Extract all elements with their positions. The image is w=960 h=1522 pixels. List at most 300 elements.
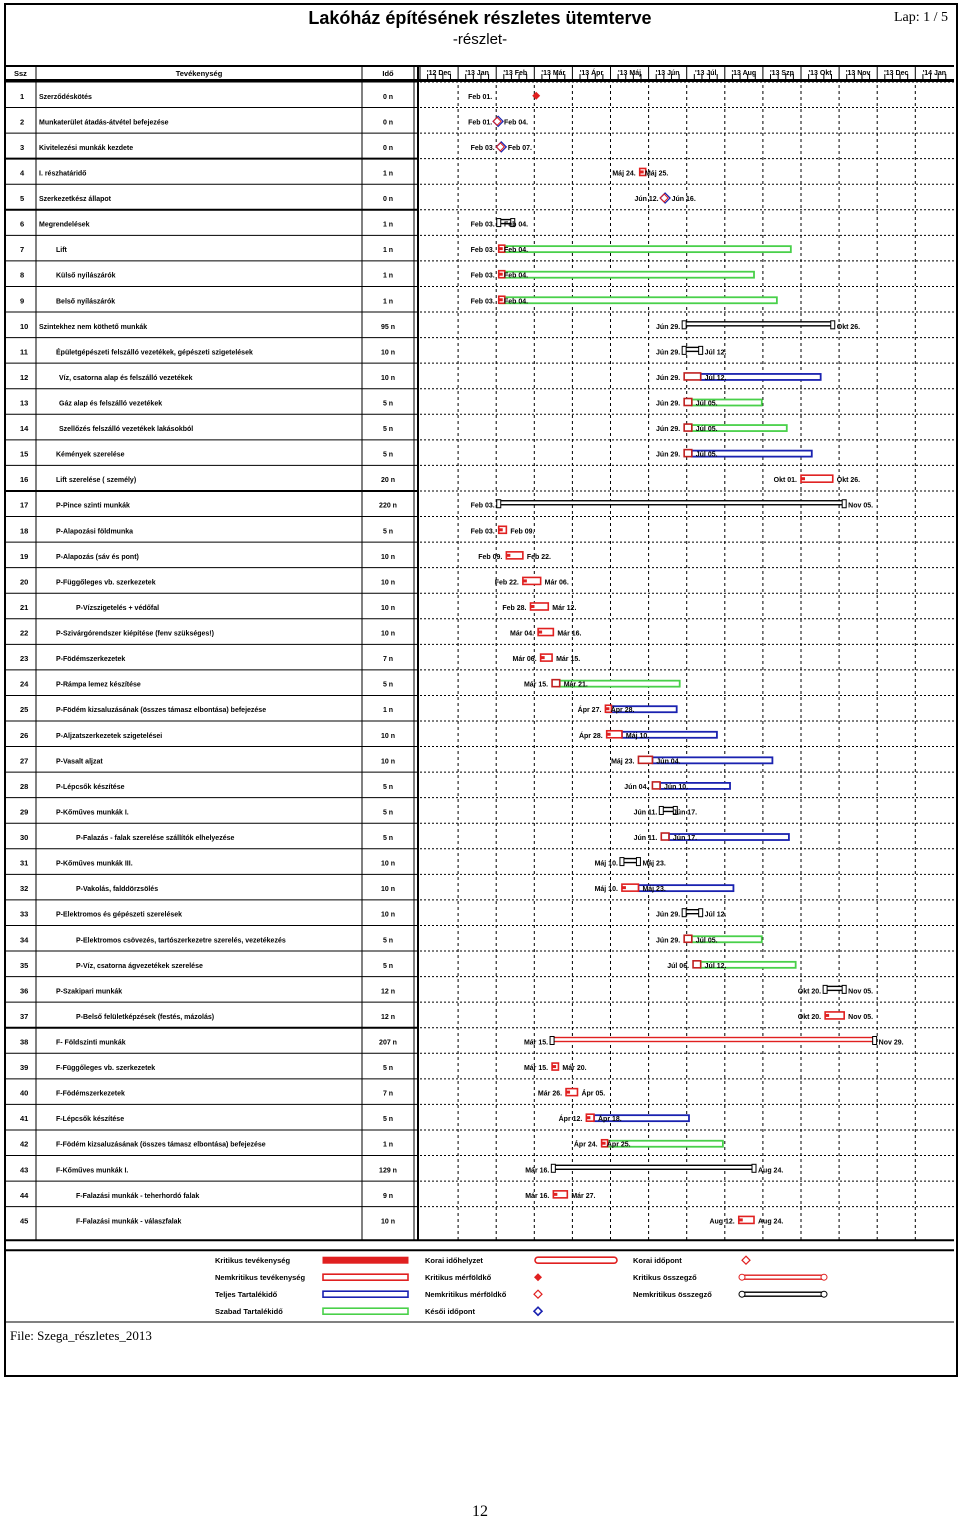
legend-swatch-cap bbox=[821, 1291, 827, 1297]
start-label: Ápr 24. bbox=[573, 1141, 598, 1149]
task-id: 27 bbox=[20, 756, 29, 766]
task-duration: 10 n bbox=[380, 630, 396, 638]
start-label: Jún 12. bbox=[634, 196, 659, 204]
task-duration: 5 n bbox=[382, 426, 394, 434]
task-id: 15 bbox=[20, 449, 29, 459]
legend-swatch-cap bbox=[821, 1274, 827, 1280]
task-id: 10 bbox=[20, 321, 29, 331]
task-bar-fill bbox=[739, 1218, 743, 1221]
summary-cap-start bbox=[682, 909, 686, 917]
legend-label: Szabad Tartalékidő bbox=[215, 1307, 283, 1317]
start-label: Feb 03. bbox=[470, 221, 495, 229]
task-id: 28 bbox=[20, 781, 29, 791]
task-duration: 207 n bbox=[379, 1039, 397, 1047]
start-label: Jún 29. bbox=[656, 451, 681, 459]
end-label: Már 06. bbox=[544, 579, 569, 587]
task-duration: 5 n bbox=[382, 1116, 394, 1124]
task-duration: 129 n bbox=[379, 1167, 397, 1175]
start-label: Júl 06. bbox=[667, 962, 690, 970]
legend-swatch-cap bbox=[739, 1274, 745, 1280]
month-label: '13 Feb bbox=[503, 70, 528, 77]
legend-swatch bbox=[534, 1307, 542, 1315]
task-name: P-Elektromos csövezés, tartószerkezetre szerelés, vezetékezés bbox=[76, 937, 286, 945]
legend-label: Kritikus mérföldkő bbox=[425, 1273, 492, 1283]
end-label: Már 16. bbox=[557, 630, 582, 638]
task-name: P-Víz, csatorna ágvezetékek szerelése bbox=[76, 962, 203, 970]
start-label: Jún 29. bbox=[656, 323, 681, 331]
end-label: Máj 10. bbox=[625, 732, 650, 740]
end-label: Júl 05. bbox=[695, 426, 718, 434]
summary-cap-end bbox=[842, 985, 846, 993]
start-label: Jún 11. bbox=[633, 835, 658, 843]
end-label: Júl 12. bbox=[704, 374, 727, 382]
start-label: Ápr 12. bbox=[558, 1116, 583, 1124]
end-label: Máj 25. bbox=[644, 170, 669, 178]
task-id: 29 bbox=[20, 807, 29, 817]
start-label: Máj 10. bbox=[594, 860, 618, 868]
end-label: Ápr 18. bbox=[597, 1116, 622, 1124]
start-label: Máj 23. bbox=[611, 758, 635, 766]
task-bar-fill bbox=[607, 733, 611, 736]
task-duration: 5 n bbox=[382, 835, 394, 843]
task-id: 3 bbox=[20, 142, 25, 152]
task-id: 45 bbox=[20, 1216, 29, 1226]
task-bar-fill bbox=[825, 1014, 829, 1017]
summary-bar bbox=[553, 1165, 754, 1169]
end-label: Máj 23. bbox=[642, 886, 666, 894]
end-label: Jún 16. bbox=[671, 196, 696, 204]
task-bar-fill bbox=[553, 1193, 557, 1196]
end-label: Júl 05. bbox=[695, 400, 718, 408]
legend-label: Nemkritikus tevékenység bbox=[215, 1273, 306, 1283]
task-name: P-Vakolás, falddörzsölés bbox=[76, 886, 159, 894]
task-name: P-Szakipari munkák bbox=[56, 988, 123, 996]
task-id: 1 bbox=[20, 91, 25, 101]
task-name: Kivitelezési munkák kezdete bbox=[39, 144, 134, 152]
task-duration: 10 n bbox=[380, 553, 396, 561]
task-duration: 9 n bbox=[382, 1192, 394, 1200]
legend-label: Késői időpont bbox=[425, 1307, 475, 1317]
end-label: Jún 17. bbox=[672, 835, 698, 843]
start-label: Jún 29. bbox=[656, 374, 681, 382]
task-id: 11 bbox=[20, 347, 28, 357]
task-bar-fill bbox=[530, 605, 534, 608]
end-label: Ápr 25. bbox=[606, 1141, 631, 1149]
end-label: Júl 05. bbox=[695, 451, 718, 459]
task-bar bbox=[684, 935, 692, 942]
summary-cap-start bbox=[620, 858, 624, 866]
end-label: Máj 23. bbox=[642, 860, 666, 868]
end-label: Júl 12. bbox=[704, 911, 727, 919]
start-label: Feb 03. bbox=[470, 298, 495, 306]
start-label: Már 16. bbox=[525, 1192, 550, 1200]
legend-swatch bbox=[323, 1274, 408, 1280]
task-name: F-Falazási munkák - teherhordó falak bbox=[76, 1192, 200, 1200]
month-label: '13 Júl bbox=[694, 70, 717, 77]
end-label: Már 27. bbox=[571, 1192, 596, 1200]
task-duration: 95 n bbox=[380, 323, 396, 331]
task-duration: 1 n bbox=[382, 298, 394, 306]
task-duration: 10 n bbox=[380, 860, 396, 868]
start-label: Feb 09. bbox=[478, 553, 503, 561]
start-label: Ápr 27. bbox=[577, 707, 602, 715]
task-bar bbox=[801, 475, 833, 482]
task-bar-fill bbox=[640, 170, 644, 173]
task-name: P-Függőleges vb. szerkezetek bbox=[56, 579, 156, 587]
end-label: Ápr 28. bbox=[610, 707, 635, 715]
summary-cap-end bbox=[831, 321, 835, 329]
start-label: Már 15. bbox=[523, 1039, 549, 1047]
task-bar-fill bbox=[801, 477, 805, 480]
month-label: '13 Szp bbox=[770, 70, 794, 77]
start-label: Jún 29. bbox=[656, 400, 681, 408]
end-label: Okt 26. bbox=[836, 323, 861, 331]
task-bar bbox=[661, 833, 669, 840]
task-name: P-Vasalt aljzat bbox=[56, 758, 103, 766]
start-label: Feb 03. bbox=[470, 502, 495, 510]
start-label: Okt 20. bbox=[797, 1013, 822, 1021]
task-duration: 10 n bbox=[380, 1218, 396, 1226]
legend-swatch bbox=[742, 1256, 750, 1264]
end-label: Nov 05. bbox=[848, 1013, 874, 1021]
page-number: 12 bbox=[472, 1503, 488, 1520]
end-label: Aug 24. bbox=[758, 1218, 784, 1226]
summary-bar bbox=[552, 1038, 875, 1042]
summary-bar bbox=[499, 501, 844, 505]
task-id: 36 bbox=[20, 986, 29, 996]
start-label: Okt 01. bbox=[773, 477, 797, 485]
sheet-number: Lap: 1 / 5 bbox=[893, 10, 948, 25]
end-label: Feb 04. bbox=[504, 247, 529, 255]
task-name: F-Födém kizsaluzásának (összes támasz elbontása) befejezése bbox=[56, 1141, 266, 1149]
task-name: Lift szerelése ( személy) bbox=[56, 477, 137, 485]
end-label: Nov 29. bbox=[878, 1039, 904, 1047]
end-label: Már 20. bbox=[562, 1065, 587, 1073]
task-bar bbox=[684, 450, 692, 457]
task-id: 23 bbox=[20, 654, 29, 664]
task-duration: 0 n bbox=[382, 119, 394, 127]
start-label: Ápr 28. bbox=[578, 732, 603, 740]
summary-cap-start bbox=[823, 985, 827, 993]
task-duration: 5 n bbox=[382, 528, 394, 536]
start-label: Jún 29. bbox=[656, 426, 681, 434]
end-label: Feb 09. bbox=[510, 528, 535, 536]
end-label: Júl 12. bbox=[704, 349, 727, 357]
legend-swatch bbox=[323, 1308, 408, 1314]
end-label: Aug 24. bbox=[758, 1167, 784, 1175]
legend-label: Kritikus tevékenység bbox=[215, 1256, 291, 1266]
task-id: 5 bbox=[20, 194, 25, 204]
task-duration: 20 n bbox=[380, 477, 396, 485]
task-duration: 1 n bbox=[382, 221, 394, 229]
task-name: P-Aljzatszerkezetek szigetelései bbox=[56, 732, 163, 740]
task-name: F-Függőleges vb. szerkezetek bbox=[56, 1065, 156, 1073]
task-duration: 5 n bbox=[382, 937, 394, 945]
task-bar-fill bbox=[605, 707, 609, 710]
end-label: Jún 10. bbox=[664, 783, 689, 791]
task-name: Gáz alap és felszálló vezetékek bbox=[59, 400, 163, 408]
task-id: 17 bbox=[20, 500, 29, 510]
task-duration: 0 n bbox=[382, 144, 394, 152]
task-id: 25 bbox=[20, 705, 29, 715]
end-label: Feb 04. bbox=[504, 272, 529, 280]
task-id: 39 bbox=[20, 1063, 29, 1073]
start-label: Már 06. bbox=[512, 656, 537, 664]
summary-cap-end bbox=[699, 346, 703, 354]
task-id: 33 bbox=[20, 909, 29, 919]
month-label: '13 Nov bbox=[845, 70, 871, 77]
task-duration: 12 n bbox=[380, 988, 396, 996]
task-duration: 5 n bbox=[382, 962, 394, 970]
summary-cap-start bbox=[659, 806, 663, 814]
task-name: Víz, csatorna alap és felszálló vezetékek bbox=[59, 374, 193, 382]
task-id: 41 bbox=[20, 1114, 29, 1124]
task-bar bbox=[652, 782, 660, 789]
milestone-critical bbox=[532, 92, 540, 100]
month-label: '13 Ápr bbox=[579, 70, 604, 77]
start-label: Okt 20. bbox=[797, 988, 822, 996]
end-label: Már 12. bbox=[552, 604, 577, 612]
task-name: F-Födémszerkezetek bbox=[56, 1090, 125, 1098]
legend-swatch bbox=[534, 1273, 542, 1281]
legend-swatch bbox=[323, 1257, 408, 1263]
task-duration: 5 n bbox=[382, 451, 394, 459]
task-name: P-Kőműves munkák III. bbox=[56, 860, 133, 868]
task-id: 19 bbox=[20, 551, 29, 561]
legend-swatch-cap bbox=[739, 1291, 745, 1297]
summary-cap-end bbox=[636, 858, 640, 866]
task-duration: 10 n bbox=[380, 374, 396, 382]
month-label: '12 Dec bbox=[426, 70, 452, 77]
task-name: Külső nyílászárók bbox=[56, 272, 116, 280]
summary-bar bbox=[825, 986, 844, 990]
month-label: '13 Már bbox=[541, 70, 566, 77]
task-id: 40 bbox=[20, 1088, 29, 1098]
start-label: Feb 03. bbox=[470, 144, 495, 152]
task-id: 22 bbox=[20, 628, 29, 638]
task-bar-fill bbox=[499, 273, 503, 276]
task-name: P-Pince szinti munkák bbox=[56, 502, 130, 510]
task-bar-fill bbox=[506, 554, 510, 557]
end-label: Feb 04. bbox=[504, 298, 529, 306]
start-label: Máj 10. bbox=[594, 886, 618, 894]
end-label: Már 15. bbox=[556, 656, 581, 664]
legend-swatch bbox=[323, 1291, 408, 1297]
start-label: Feb 01. bbox=[468, 119, 493, 127]
float-bar bbox=[500, 272, 754, 278]
task-name: P-Vízszigetelés + védőfal bbox=[76, 604, 160, 612]
end-label: Ápr 05. bbox=[581, 1090, 606, 1098]
task-name: P-Alapozás (sáv és pont) bbox=[56, 553, 139, 561]
task-name: Kémények szerelése bbox=[56, 451, 125, 459]
summary-cap-start bbox=[551, 1164, 555, 1172]
float-bar bbox=[500, 246, 791, 255]
task-id: 44 bbox=[20, 1190, 29, 1200]
start-label: Már 16. bbox=[525, 1167, 550, 1175]
task-bar bbox=[684, 424, 692, 431]
task-name: P-Födém kizsaluzásának (összes támasz elbontása) befejezése bbox=[56, 707, 267, 715]
task-id: 31 bbox=[20, 858, 29, 868]
task-id: 37 bbox=[20, 1011, 29, 1021]
task-name: P-Födémszerkezetek bbox=[56, 656, 126, 664]
end-label: Júl 12. bbox=[704, 962, 727, 970]
task-bar-fill bbox=[552, 1065, 556, 1068]
task-id: 13 bbox=[20, 398, 29, 408]
task-bar-fill bbox=[499, 298, 503, 301]
task-name: F-Falazási munkák - válaszfalak bbox=[76, 1218, 182, 1226]
summary-cap-start bbox=[497, 500, 501, 508]
task-name: P-Rámpa lemez készítése bbox=[56, 681, 141, 689]
task-name: I. részhatáridő bbox=[39, 170, 87, 178]
summary-bar bbox=[684, 322, 833, 326]
task-duration: 5 n bbox=[382, 783, 394, 791]
task-bar-fill bbox=[602, 1142, 606, 1145]
task-duration: 10 n bbox=[380, 758, 396, 766]
task-name: P-Falazás - falak szerelése szállítók elhelyezése bbox=[76, 835, 235, 843]
task-duration: 7 n bbox=[382, 1090, 394, 1098]
task-name: Megrendelések bbox=[39, 221, 90, 229]
start-label: Feb 28. bbox=[502, 604, 527, 612]
legend-label: Teljes Tartalékidő bbox=[215, 1290, 278, 1300]
end-label: Jún 17. bbox=[672, 809, 698, 817]
task-duration: 1 n bbox=[382, 272, 394, 280]
task-duration: 10 n bbox=[380, 349, 396, 357]
task-duration: 12 n bbox=[380, 1013, 396, 1021]
start-label: Feb 03. bbox=[470, 247, 495, 255]
legend-label: Korai időpont bbox=[633, 1256, 682, 1266]
task-name: P-Belső felületképzések (festés, mázolás) bbox=[76, 1013, 215, 1021]
start-label: Jún 29. bbox=[656, 911, 681, 919]
task-id: 8 bbox=[20, 270, 25, 280]
task-duration: 220 n bbox=[379, 502, 397, 510]
task-duration: 1 n bbox=[382, 707, 394, 715]
start-label: Feb 22. bbox=[494, 579, 519, 587]
task-duration: 5 n bbox=[382, 400, 394, 408]
task-id: 6 bbox=[20, 219, 25, 229]
task-id: 2 bbox=[20, 117, 25, 127]
summary-cap-start bbox=[497, 219, 501, 227]
start-label: Jún 04. bbox=[624, 783, 649, 791]
task-name: F-Lépcsők készítése bbox=[56, 1116, 125, 1124]
start-label: Feb 03. bbox=[470, 528, 495, 536]
task-name: P-Kőműves munkák I. bbox=[56, 809, 129, 817]
task-name: F- Földszinti munkák bbox=[56, 1039, 126, 1047]
start-label: Már 04. bbox=[509, 630, 535, 638]
legend-swatch bbox=[535, 1257, 617, 1263]
task-duration: 5 n bbox=[382, 809, 394, 817]
start-label: Már 15. bbox=[523, 1065, 549, 1073]
page-subtitle: -részlet- bbox=[452, 31, 508, 48]
task-id: 21 bbox=[20, 602, 29, 612]
task-name: P-Szivárgórendszer kiépítése (fenv szükséges!) bbox=[56, 630, 214, 638]
task-id: 26 bbox=[20, 730, 29, 740]
task-duration: 10 n bbox=[380, 886, 396, 894]
task-id: 14 bbox=[20, 424, 29, 434]
task-id: 12 bbox=[20, 372, 29, 382]
task-bar bbox=[684, 373, 701, 380]
file-name: File: Szega_részletes_2013 bbox=[10, 1328, 152, 1343]
end-label: Okt 26. bbox=[836, 477, 861, 485]
summary-cap-start bbox=[682, 346, 686, 354]
task-bar-fill bbox=[499, 247, 503, 250]
task-id: 30 bbox=[20, 833, 29, 843]
end-label: Júl 05. bbox=[695, 937, 718, 945]
task-bar bbox=[638, 756, 652, 763]
task-duration: 7 n bbox=[382, 656, 394, 664]
summary-cap-end bbox=[699, 909, 703, 917]
task-bar bbox=[552, 680, 560, 687]
task-id: 16 bbox=[20, 475, 29, 485]
task-id: 20 bbox=[20, 577, 29, 587]
task-name: P-Alapozási földmunka bbox=[56, 528, 134, 536]
month-label: '13 Okt bbox=[808, 70, 832, 77]
legend-swatch bbox=[534, 1290, 542, 1298]
page-title: Lakóház építésének részletes ütemterve bbox=[308, 8, 652, 28]
summary-cap-end bbox=[842, 500, 846, 508]
task-name: P-Elektromos és gépészeti szerelések bbox=[56, 911, 183, 919]
col-header-name: Tevékenység bbox=[175, 69, 223, 78]
float-bar bbox=[500, 297, 777, 306]
task-id: 35 bbox=[20, 960, 29, 970]
start-label: Jún 29. bbox=[656, 937, 681, 945]
legend-label: Kritikus összegző bbox=[633, 1273, 697, 1283]
task-bar bbox=[684, 399, 692, 406]
task-name: Lift bbox=[56, 247, 67, 255]
task-duration: 10 n bbox=[380, 732, 396, 740]
task-duration: 5 n bbox=[382, 1065, 394, 1073]
task-id: 7 bbox=[20, 245, 25, 255]
task-bar-fill bbox=[586, 1116, 590, 1119]
start-label: Máj 24. bbox=[612, 170, 636, 178]
task-duration: 0 n bbox=[382, 93, 394, 101]
task-name: P-Lépcsők készítése bbox=[56, 783, 125, 791]
summary-cap-end bbox=[752, 1164, 756, 1172]
task-duration: 5 n bbox=[382, 681, 394, 689]
task-id: 4 bbox=[20, 168, 25, 178]
task-duration: 1 n bbox=[382, 1141, 394, 1149]
start-label: Feb 03. bbox=[470, 272, 495, 280]
task-name: Épületgépészeti felszálló vezetékek, gépészeti szigetelések bbox=[56, 349, 253, 357]
end-label: Feb 22. bbox=[526, 553, 551, 561]
task-name: Szerződéskötés bbox=[39, 93, 92, 101]
task-id: 34 bbox=[20, 935, 29, 945]
task-bar-fill bbox=[538, 631, 542, 634]
task-name: Belső nyílászárók bbox=[56, 298, 116, 306]
start-label: Feb 01. bbox=[468, 93, 493, 101]
summary-cap-start bbox=[682, 321, 686, 329]
legend-label: Nemkritikus mérföldkő bbox=[425, 1290, 507, 1300]
task-name: F-Kőműves munkák I. bbox=[56, 1167, 129, 1175]
task-id: 9 bbox=[20, 296, 25, 306]
task-bar-fill bbox=[566, 1091, 570, 1094]
task-duration: 1 n bbox=[382, 170, 394, 178]
end-label: Már 21. bbox=[563, 681, 588, 689]
task-id: 32 bbox=[20, 884, 29, 894]
end-label: Nov 05. bbox=[848, 988, 874, 996]
start-label: Már 15. bbox=[523, 681, 549, 689]
task-id: 38 bbox=[20, 1037, 29, 1047]
month-label: '13 Dec bbox=[884, 70, 909, 77]
month-label: '13 Jún bbox=[655, 70, 680, 77]
month-label: '13 Aug bbox=[731, 70, 757, 77]
task-name: Munkaterület átadás-átvétel befejezése bbox=[39, 119, 169, 127]
start-label: Már 26. bbox=[537, 1090, 563, 1098]
task-bar bbox=[693, 961, 701, 968]
col-header-id: Ssz bbox=[14, 69, 27, 78]
legend-label: Korai időhelyzet bbox=[425, 1256, 483, 1266]
col-header-duration: Idő bbox=[382, 69, 394, 78]
end-label: Feb 07. bbox=[507, 144, 532, 152]
